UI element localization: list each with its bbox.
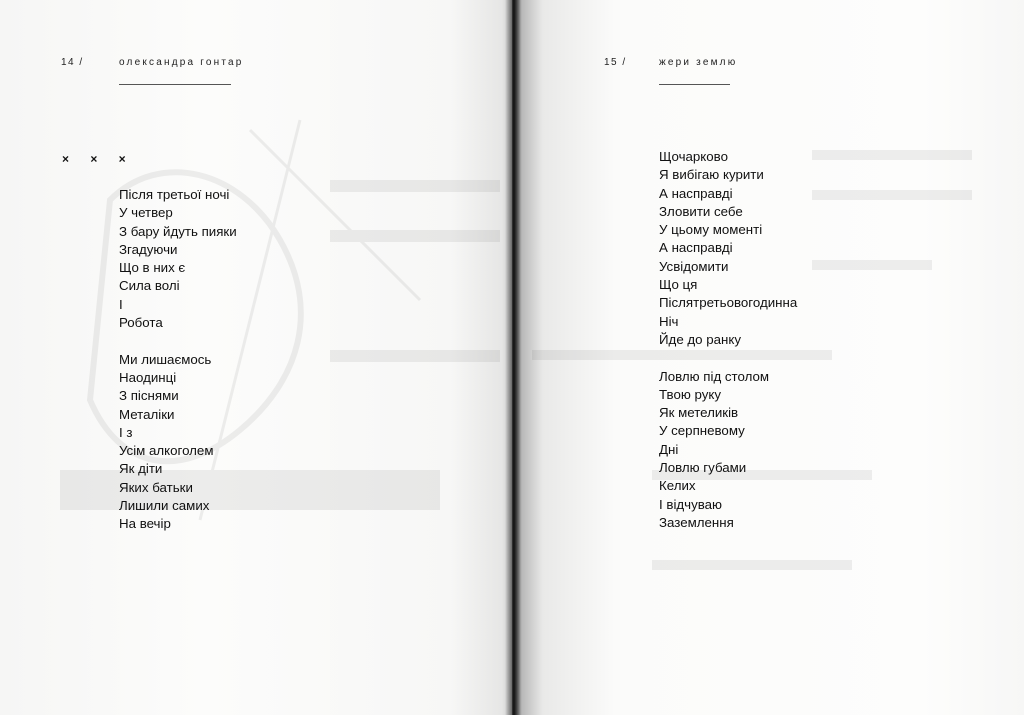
poem-line: У четвер xyxy=(119,205,173,221)
poem-line: Лишили самих xyxy=(119,498,210,514)
poem-line: І відчуваю xyxy=(659,496,723,512)
poem-line: Зловити себе xyxy=(659,203,743,219)
poem-line: Згадуючи xyxy=(119,241,178,257)
poem-line: Яких батьки xyxy=(119,479,193,495)
page-number: 15 / xyxy=(604,57,627,68)
poem-line: Дні xyxy=(659,441,679,457)
header-rule xyxy=(119,84,231,85)
poem-line: Сила волі xyxy=(119,278,180,294)
running-header: олександра гонтар xyxy=(119,57,244,68)
poem-line: Я вибігаю курити xyxy=(659,167,764,183)
poem-line: І з xyxy=(119,424,133,440)
poem-line: Що ця xyxy=(659,277,698,293)
poem-line: Після третьої ночі xyxy=(119,187,230,202)
poem-line: З піснями xyxy=(119,388,179,404)
poem-line: А насправді xyxy=(659,240,733,256)
poem-line: Ловлю губами xyxy=(659,460,747,476)
poem-line: З бару йдуть пияки xyxy=(119,223,237,239)
stanza-break xyxy=(659,349,797,367)
header-rule xyxy=(659,84,730,85)
poem-line: Усім алкоголем xyxy=(119,443,214,459)
poem-line: У серпневому xyxy=(659,423,745,439)
section-mark: × × × xyxy=(62,152,135,166)
poem-right xyxy=(659,148,797,532)
poem-line: Металіки xyxy=(119,406,175,422)
poem-line: Як діти xyxy=(119,461,163,477)
poem-line: Наодинці xyxy=(119,369,177,385)
poem-line: Ловлю під столом xyxy=(659,368,770,384)
poem-line: Як метеликів xyxy=(659,405,739,421)
book-gutter xyxy=(505,0,521,715)
poem-line: Келих xyxy=(659,478,696,494)
poem-line: І xyxy=(119,296,123,312)
poem-line: Заземлення xyxy=(659,514,734,530)
poem-line: Робота xyxy=(119,315,163,331)
poem-line: Що в них є xyxy=(119,260,186,276)
poem-line: На вечір xyxy=(119,516,171,532)
poem-left xyxy=(119,186,237,534)
poem-line: Ніч xyxy=(659,313,679,329)
poem-line: Ми лишаємось xyxy=(119,351,212,367)
running-header: жери землю xyxy=(659,57,738,68)
poem-line: Післятретьовогодинна xyxy=(659,295,798,311)
right-page xyxy=(512,0,1024,715)
stanza-break xyxy=(119,332,237,350)
poem-line: Усвідомити xyxy=(659,258,729,274)
poem-line: А насправді xyxy=(659,185,733,201)
poem-line: У цьому моменті xyxy=(659,222,763,238)
page-number: 14 / xyxy=(61,57,84,68)
poem-line: Твою руку xyxy=(659,386,722,402)
poem-line: Щочарково xyxy=(659,149,728,164)
poem-line: Йде до ранку xyxy=(659,331,742,347)
